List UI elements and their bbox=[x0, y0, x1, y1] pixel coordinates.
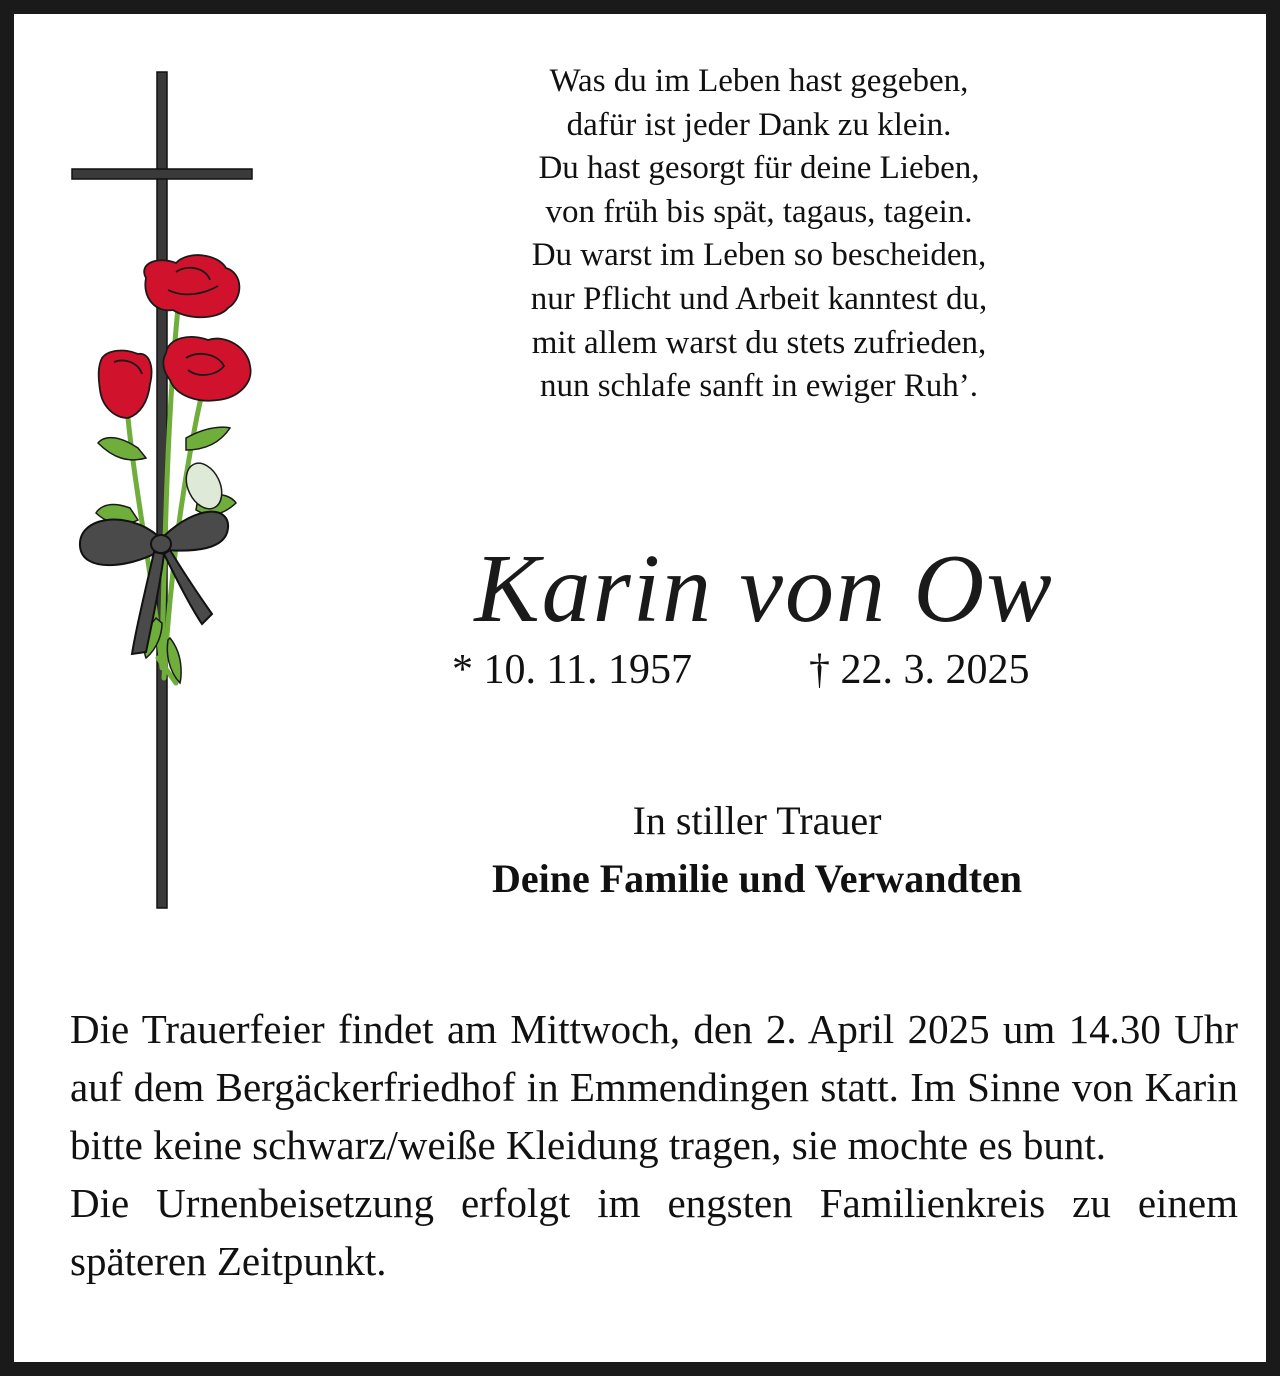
poem-line: dafür ist jeder Dank zu klein. bbox=[566, 106, 952, 143]
deceased-name: Karin von Ow bbox=[474, 535, 1054, 643]
poem-line: Du hast gesorgt für deine Lieben, bbox=[538, 150, 980, 187]
death-date: † 22. 3. 2025 bbox=[809, 647, 1030, 693]
funeral-notice bbox=[70, 1000, 1238, 1290]
notice-paragraph-burial: Die Urnenbeisetzung erfolgt im engsten Familienkreis zu einem späteren Zeitpunkt. bbox=[70, 1180, 1238, 1284]
poem-line: Du warst im Leben so bescheiden, bbox=[531, 237, 987, 274]
cross-with-roses-icon bbox=[58, 58, 268, 918]
notice-paragraph-ceremony: Die Trauerfeier findet am Mittwoch, den 2. April 2025 um 14.30 Uhr auf dem Bergäckerfriedhof in Emmendingen statt. Im Sinne von Karin bitte keine schwarz/weiße Kleidung tragen, sie mochte es bunt. bbox=[70, 1006, 1238, 1168]
poem-line: mit allem warst du stets zufrieden, bbox=[531, 324, 987, 361]
poem-line: nur Pflicht und Arbeit kanntest du, bbox=[530, 280, 988, 317]
mourners-signature: Deine Familie und Verwandten bbox=[491, 856, 1023, 901]
mourning-phrase: In stiller Trauer bbox=[632, 798, 882, 843]
memorial-poem bbox=[434, 60, 1084, 409]
poem-line: Was du im Leben hast gegeben, bbox=[549, 63, 969, 99]
poem-line: von früh bis spät, tagaus, tagein. bbox=[545, 193, 973, 230]
birth-date: * 10. 11. 1957 bbox=[452, 647, 692, 693]
poem-line: nun schlafe sanft in ewiger Ruh’. bbox=[539, 368, 979, 405]
